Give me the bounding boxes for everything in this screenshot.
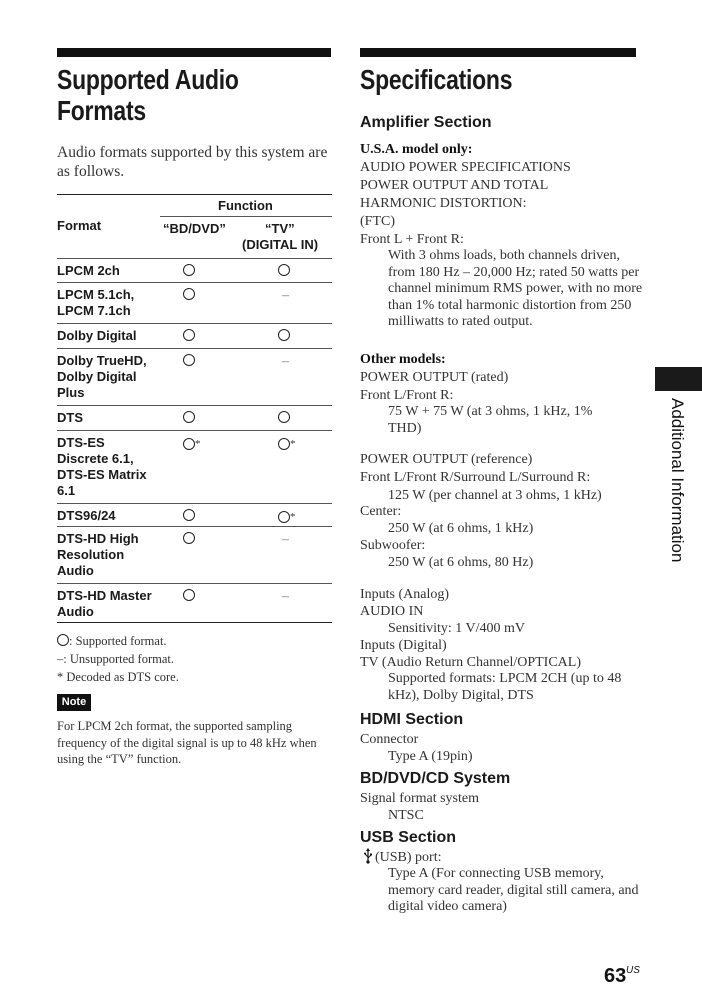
- audio-in: AUDIO IN: [360, 604, 424, 619]
- supported-circle-icon: [278, 411, 290, 423]
- table-bottom-rule: [57, 622, 332, 623]
- note-badge: Note: [57, 694, 91, 711]
- format-name: [57, 353, 147, 401]
- other-line-1: POWER OUTPUT (rated): [360, 370, 509, 385]
- format-name-line: DTS96/24: [57, 508, 116, 523]
- format-name: [57, 508, 116, 524]
- usb-port-label: (USB) port:: [375, 850, 442, 865]
- bd-dvd-cd-heading: BD/DVD/CD System: [360, 770, 511, 787]
- side-tab-marker: [655, 367, 702, 391]
- supported-circle-icon: [278, 329, 290, 341]
- dts-core-asterisk: *: [290, 511, 296, 523]
- table-row: [57, 526, 332, 584]
- format-name-line: Dolby Digital: [57, 328, 137, 343]
- specifications-title: Specifications: [360, 64, 513, 95]
- center-label: Center:: [360, 504, 402, 519]
- page-number-suffix: US: [626, 965, 640, 976]
- footnote-decoded: * Decoded as DTS core.: [57, 670, 179, 684]
- format-name-line: DTS-HD Master: [57, 588, 152, 603]
- supported-circle-icon: [183, 264, 195, 276]
- connector-label: Connector: [360, 732, 419, 747]
- format-name: [57, 328, 136, 344]
- usa-line-3: HARMONIC DISTORTION:: [360, 196, 527, 211]
- intro-text: Audio formats supported by this system are as follows.: [57, 144, 328, 180]
- usa-line-4: (FTC): [360, 214, 395, 229]
- supported-circle-icon: [57, 634, 69, 646]
- tv-support: [278, 264, 290, 280]
- table-row: [57, 503, 332, 527]
- sensitivity: Sensitivity: 1 V/400 mV: [388, 621, 526, 636]
- ref-line-2: Front L/Front R/Surround L/Surround R:: [360, 470, 591, 485]
- supported-circle-icon: [183, 509, 195, 521]
- format-name-line: Audio: [57, 604, 94, 619]
- table-top-rule: [57, 194, 332, 195]
- subwoofer-label: Subwoofer:: [360, 538, 426, 553]
- format-name-line: Dolby TrueHD,: [57, 353, 147, 368]
- other-detail: 75 W + 75 W (at 3 ohms, 1 kHz, 1% THD): [388, 404, 593, 436]
- subwoofer-detail: 250 W (at 6 ohms, 80 Hz): [388, 555, 534, 570]
- supported-circle-icon: [278, 438, 290, 450]
- supported-circle-icon: [183, 438, 195, 450]
- ref-line-1: POWER OUTPUT (reference): [360, 452, 533, 467]
- bd-dvd-support: [183, 411, 195, 427]
- format-name-line: Audio: [57, 563, 94, 578]
- tv-support: –: [282, 354, 289, 369]
- tv-support: –: [282, 288, 289, 303]
- format-name-line: LPCM 2ch: [57, 263, 120, 278]
- supported-circle-icon: [278, 511, 290, 523]
- footnote-unsupported: –: Unsupported format.: [57, 652, 174, 666]
- side-tab-label: Additional Information: [668, 398, 687, 563]
- inputs-digital: Inputs (Digital): [360, 638, 447, 653]
- left-header-bar: [57, 48, 331, 57]
- table-row: [57, 430, 332, 504]
- supported-circle-icon: [183, 288, 195, 300]
- format-name-line: DTS: [57, 410, 83, 425]
- bd-dvd-support: [183, 509, 195, 525]
- connector-detail: Type A (19pin): [388, 749, 473, 764]
- amplifier-section-heading: Amplifier Section: [360, 114, 492, 131]
- usa-detail: With 3 ohms loads, both channels driven, from 180 Hz – 20,000 Hz; rated 50 watts per channel minimum RMS power, with no more than 1% total harmonic distortion from 250 milliwatts to rated output.: [388, 248, 643, 329]
- format-name-line: DTS-HD High: [57, 531, 139, 546]
- ref-detail: 125 W (per channel at 3 ohms, 1 kHz): [388, 488, 602, 503]
- bd-dvd-support: [183, 589, 195, 605]
- bd-dvd-header: “BD/DVD”: [163, 221, 226, 236]
- signal-format-detail: NTSC: [388, 808, 424, 823]
- format-name: [57, 287, 134, 319]
- tv-support: –: [282, 532, 289, 547]
- format-name-line: LPCM 5.1ch,: [57, 287, 135, 302]
- function-header: Function: [218, 198, 273, 213]
- usa-line-2: POWER OUTPUT AND TOTAL: [360, 178, 549, 193]
- other-line-2: Front L/Front R:: [360, 388, 454, 403]
- tv-support: [278, 411, 290, 427]
- usb-section-heading: USB Section: [360, 829, 457, 846]
- page-number: 63: [604, 965, 627, 987]
- supported-circle-icon: [183, 532, 195, 544]
- format-name-line: Plus: [57, 385, 85, 400]
- hdmi-section-heading: HDMI Section: [360, 711, 464, 728]
- format-name: [57, 531, 139, 579]
- note-text: For LPCM 2ch format, the supported sampling frequency of the digital signal is up to 48 kHz when using the “TV” function.: [57, 719, 317, 766]
- supported-circle-icon: [183, 411, 195, 423]
- format-name-line: Discrete 6.1,: [57, 451, 134, 466]
- tv-support: [278, 509, 296, 527]
- format-name: [57, 435, 147, 499]
- additional-information-tab: [667, 398, 687, 578]
- bd-dvd-support: [183, 288, 195, 304]
- tv-line: TV (Audio Return Channel/OPTICAL): [360, 655, 581, 670]
- format-name-line: DTS-ES Matrix: [57, 467, 147, 482]
- dts-core-asterisk: *: [195, 438, 201, 450]
- table-row: [57, 282, 332, 324]
- format-name-line: DTS-ES: [57, 435, 105, 450]
- signal-format-label: Signal format system: [360, 791, 479, 806]
- table-row: [57, 258, 332, 283]
- table-row: [57, 323, 332, 349]
- title-line-2: Formats: [57, 95, 146, 126]
- format-name: [57, 588, 152, 620]
- format-name: [57, 263, 120, 279]
- bd-dvd-support: [183, 329, 195, 345]
- tv-header: “TV”: [265, 221, 295, 236]
- tv-support: [278, 436, 296, 454]
- inputs-analog: Inputs (Analog): [360, 587, 450, 602]
- tv-detail: Supported formats: LPCM 2CH (up to 48 kHz), Dolby Digital, DTS: [388, 671, 622, 703]
- supported-circle-icon: [183, 589, 195, 601]
- table-row: [57, 405, 332, 431]
- function-underline: [160, 216, 332, 217]
- format-header: Format: [57, 218, 102, 233]
- supported-audio-formats-title: [57, 64, 239, 126]
- format-name-line: 6.1: [57, 483, 76, 498]
- bd-dvd-support: [183, 354, 195, 370]
- other-models-label: Other models:: [360, 352, 446, 367]
- format-name-line: LPCM 7.1ch: [57, 303, 131, 318]
- usb-detail: Type A (For connecting USB memory, memory card reader, digital still camera, and digital video camera): [388, 866, 639, 914]
- usa-line-5: Front L + Front R:: [360, 232, 464, 247]
- tv-support: –: [282, 589, 289, 604]
- title-line-1: Supported Audio: [57, 64, 239, 95]
- supported-circle-icon: [183, 329, 195, 341]
- tv-header-sub: (DIGITAL IN): [242, 237, 319, 252]
- format-name: [57, 410, 83, 426]
- tv-support: [278, 329, 290, 345]
- format-name-line: Dolby Digital: [57, 369, 137, 384]
- right-header-bar: [360, 48, 636, 57]
- supported-circle-icon: [183, 354, 195, 366]
- table-row: [57, 583, 332, 623]
- supported-circle-icon: [278, 264, 290, 276]
- format-name-line: Resolution: [57, 547, 125, 562]
- usa-line-1: AUDIO POWER SPECIFICATIONS: [360, 160, 571, 175]
- usa-model-label: U.S.A. model only:: [360, 142, 473, 157]
- usb-icon: [363, 848, 373, 864]
- bd-dvd-support: [183, 532, 195, 548]
- dts-core-asterisk: *: [290, 438, 296, 450]
- center-detail: 250 W (at 6 ohms, 1 kHz): [388, 521, 534, 536]
- bd-dvd-support: [183, 436, 201, 454]
- footnote-supported: : Supported format.: [57, 634, 167, 649]
- bd-dvd-support: [183, 264, 195, 280]
- table-row: [57, 348, 332, 406]
